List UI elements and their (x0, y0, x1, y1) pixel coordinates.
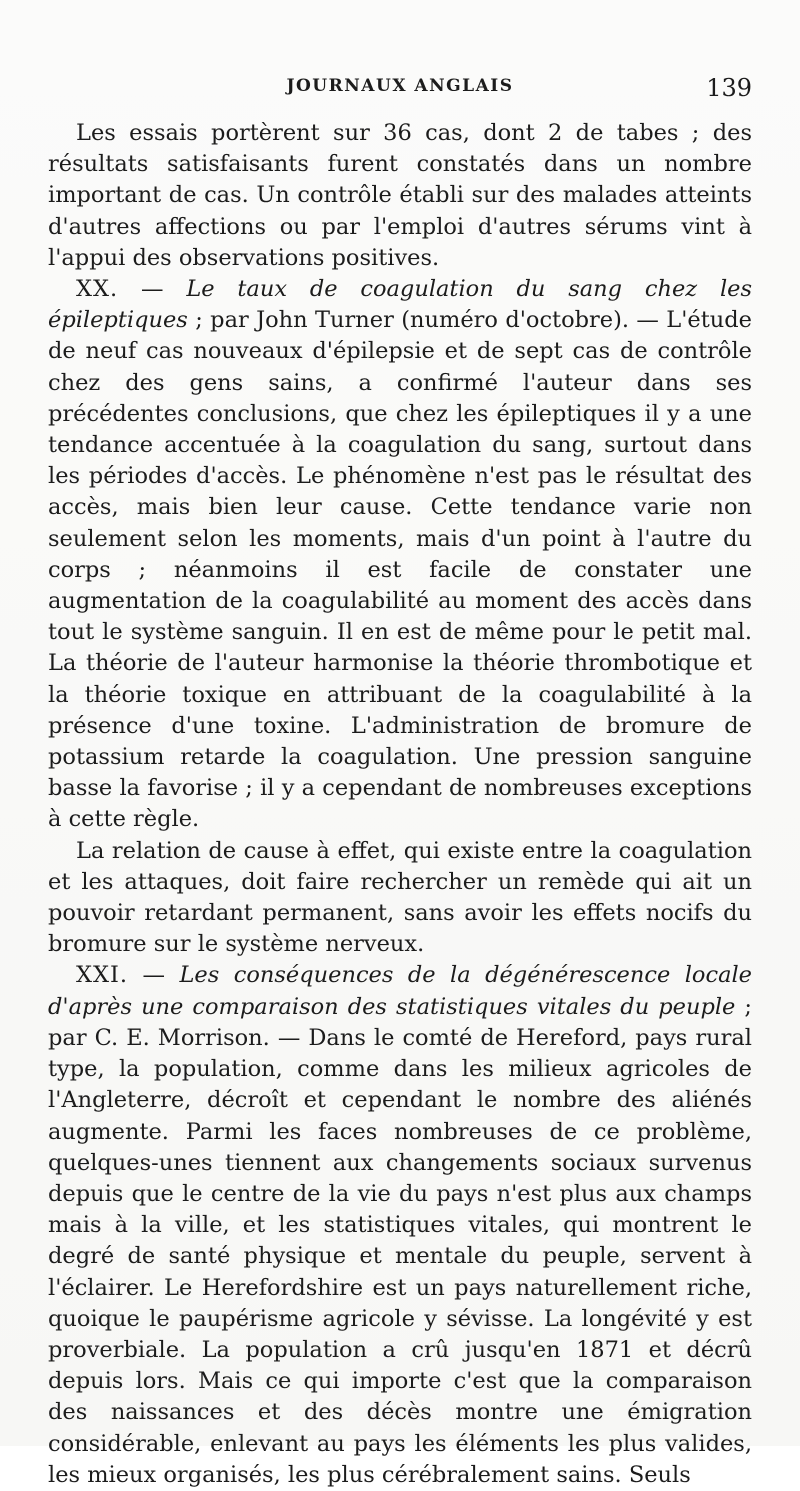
paragraph-relation (48, 836, 752, 961)
body-text (48, 118, 752, 1491)
section-xxi-dash: — (128, 962, 180, 989)
page-header (48, 76, 752, 106)
section-xxi-number: XXI. (76, 962, 129, 989)
paragraph-essais-text: Les essais portèrent sur 36 cas, dont 2 de tabes ; des résultats satisfaisants furent constatés dans un nombre important de cas. Un contrôle établi sur des malades atteints d'autres affections ou par l'emploi d'autres sérums vint à l'appui des observations positives. (48, 120, 752, 271)
section-xx-number: XX. (76, 276, 119, 303)
page-number: 139 (706, 74, 752, 102)
section-xxi-title: Les conséquences de la dégénérescence locale d'après une comparaison des statistiques vitales du peuple (48, 962, 752, 1020)
running-head: JOURNAUX ANGLAIS (286, 76, 514, 96)
section-xx-title: Le taux de coagulation du sang chez les épileptiques (48, 276, 752, 334)
section-xxi-body: ; par C. E. Morrison. — Dans le comté de Hereford, pays rural type, la population, comme dans les milieux agricoles de l'Angleterre, décroît et cependant le nombre des aliénés augmente. Parmi les faces nombreuses de ce problème, quelques-unes tiennent aux changements sociaux survenus depuis que le centre de la vie du pays n'est plus aux champs mais à la ville, et les statistiques vitales, qui montrent le degré de santé physique et mentale du peuple, servent à l'éclairer. Le Herefordshire est un pays naturellement riche, quoique le paupérisme agricole y sévisse. La longévité y est proverbiale. La population a crû jusqu'en 1871 et décrû depuis lors. Mais ce qui importe c'est que la comparaison des naissances et des décès montre une émigration considérable, enlevant au pays les éléments les plus valides, les mieux organisés, les plus cérébralement sains. Seuls (48, 993, 753, 1488)
paragraph-relation-text: La relation de cause à effet, qui existe entre la coagulation et les attaques, doit faire rechercher un remède qui ait un pouvoir retardant permanent, sans avoir les effets nocifs du bromure sur le système nerveux. (48, 837, 752, 958)
paragraph-essais (48, 118, 752, 274)
section-xx (48, 274, 752, 836)
section-xx-dash: — (118, 276, 187, 303)
section-xx-body: ; par John Turner (numéro d'octobre). — L'étude de neuf cas nouveaux d'épilepsie et de sept cas de contrôle chez des gens sains, a confirmé l'auteur dans ses précédentes conclusions, que chez les épileptiques il y a une tendance accentuée à la coagulation du sang, surtout dans les périodes d'accès. Le phénomène n'est pas le résultat des accès, mais bien leur cause. Cette tendance varie non seulement selon les moments, mais d'un point à l'autre du corps ; néanmoins il est facile de constater une augmentation de la coagulabilité au moment des accès dans tout le système sanguin. Il en est de même pour le petit mal. La théorie de l'auteur harmonise la théorie thrombotique et la théorie toxique en attribuant de la coagulabilité à la présence d'une toxine. L'administration de bromure de potassium retarde la coagulation. Une pression sanguine basse la favorise ; il y a cependant de nombreuses exceptions à cette règle. (48, 307, 752, 833)
section-xxi (48, 960, 752, 1490)
